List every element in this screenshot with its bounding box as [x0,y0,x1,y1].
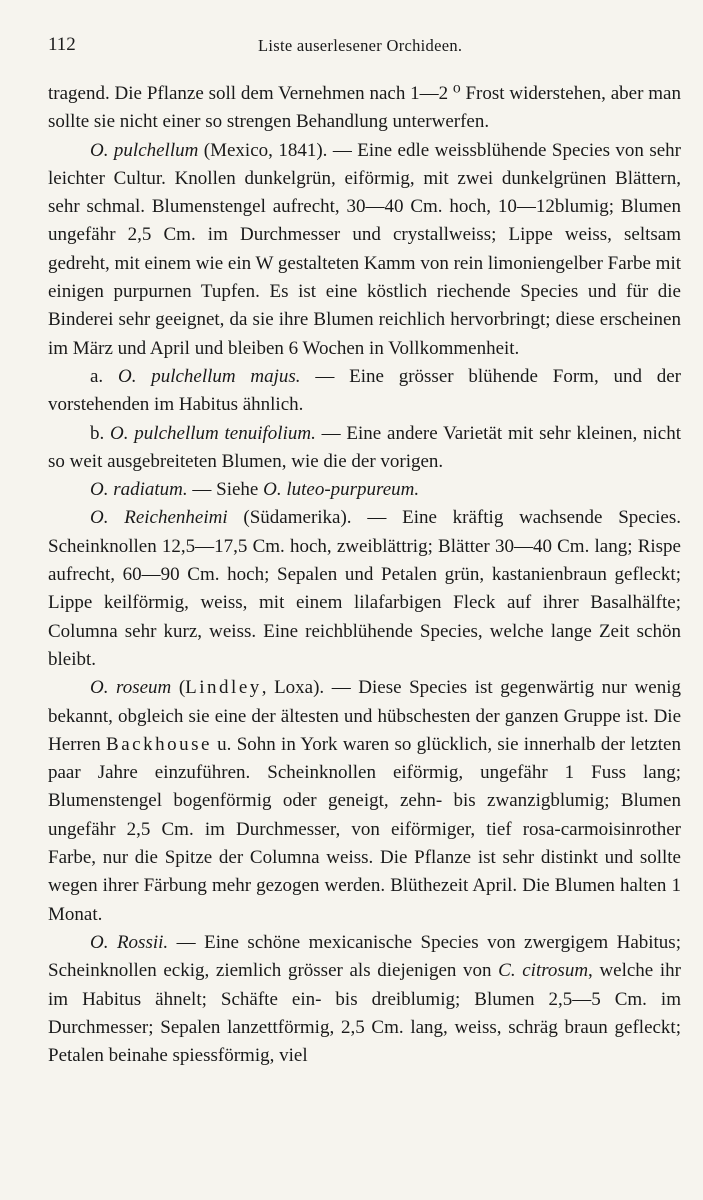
species-name: O. radiatum. [90,479,188,501]
species-name: O. Reichenheimi [90,507,228,529]
page-number: 112 [48,34,76,55]
paragraph-continuation: tragend. Die Pflanze soll dem Vernehmen nach 1—2 ⁰ Frost widerstehen, aber man sollte sie nicht einer so strengen Behandlung unterwerfen. [48,83,681,133]
page-header [48,26,681,66]
person-name: Backhouse [106,733,212,755]
species-name: O. Rossii. [90,931,169,953]
entry-reichenheimi: O. Reichenheimi (Südamerika). — Eine kräftig wachsende Species. Scheinknollen 12,5—17,5 Cm. hoch, zweiblättrig; Blätter 30—40 Cm. lang; Rispe aufrecht, 60—90 Cm. hoch; Sepalen und Petalen grün, kastanienbraun gefleckt; Lippe keilförmig, weiss, mit einem lilafarbigen Fleck auf ihrer Basalhälfte; Columna sehr kurz, weiss. Eine reichblühende Species, welche lange Zeit schön bleibt. [48,507,681,670]
species-name: O. roseum [90,677,172,699]
species-name: O. pulchellum majus. [117,365,301,387]
body-text [48,80,681,1070]
cross-reference: C. citrosum [498,960,589,982]
species-name: O. pulchellum [90,139,199,161]
entry-pulchellum-majus: a. O. pulchellum majus. — Eine grösser blühende Form, und der vorstehenden im Habitus ähnlich. [48,365,681,416]
entry-roseum: O. roseum (Lindley, Loxa). — Diese Species ist gegenwärtig nur wenig bekannt, obgleich sie eine der ältesten und hübschesten der ganzen Gruppe ist. Die Herren Backhouse u. Sohn in York waren so glücklich, sie innerhalb der letzten paar Jahre einzuführen. Scheinknollen eiförmig, ungefähr 1 Fuss lang; Blumenstengel bogenförmig oder geneigt, zehn- bis zwanzigblumig; Blumen ungefähr 2,5 Cm. im Durchmesser, von eiförmiger, tief rosa-carmoisinrother Farbe, nur die Spitze der Columna weiss. Die Pflanze ist sehr distinkt und sollte wegen ihrer Färbung mehr gezogen werden. Blüthezeit April. Die Blumen halten 1 Monat. [48,677,681,925]
species-name: O. pulchellum tenuifolium. [110,422,316,444]
entry-pulchellum: O. pulchellum (Mexico, 1841). — Eine edle weissblühende Species von sehr leichter Cultur. Knollen dunkelgrün, eiförmig, mit zwei dunkelgrünen Blättern, sehr schmal. Blumenstengel aufrecht, 30—40 Cm. hoch, 10—12blumig; Blumen ungefähr 2,5 Cm. im Durchmesser und crystallweiss; Lippe weiss, seltsam gedreht, mit einem wie ein W gestalteten Kamm von rein limoniengelber Farbe mit einigen purpurnen Tupfen. Es ist eine köstlich riechende Species und für die Binderei sehr geeignet, da sie ihre Blumen reichlich hervorbringt; diese erscheinen im März und April und bleiben 6 Wochen in Vollkommenheit. [48,139,681,359]
running-title: Liste auserlesener Orchideen. [258,36,463,55]
cross-reference: O. luteo-purpureum. [263,479,420,501]
entry-rossii: O. Rossii. — Eine schöne mexicanische Species von zwergigem Habitus; Scheinknollen eckig, ziemlich grösser als diejenigen von C. citrosum, welche ihr im Habitus ähnelt; Schäfte ein- bis dreiblumig; Blumen 2,5—5 Cm. im Durchmesser; Sepalen lanzettförmig, 2,5 Cm. lang, weiss, schräg braun gefleckt; Petalen beinahe spiessförmig, viel [48,931,681,1067]
author-name: Lindley [185,677,262,699]
entry-pulchellum-tenuifolium: b. O. pulchellum tenuifolium. — Eine andere Varietät mit sehr kleinen, nicht so weit ausgebreiteten Blumen, wie die der vorigen. [48,422,681,472]
entry-radiatum: O. radiatum. — Siehe O. luteo-purpureum. [90,479,420,501]
